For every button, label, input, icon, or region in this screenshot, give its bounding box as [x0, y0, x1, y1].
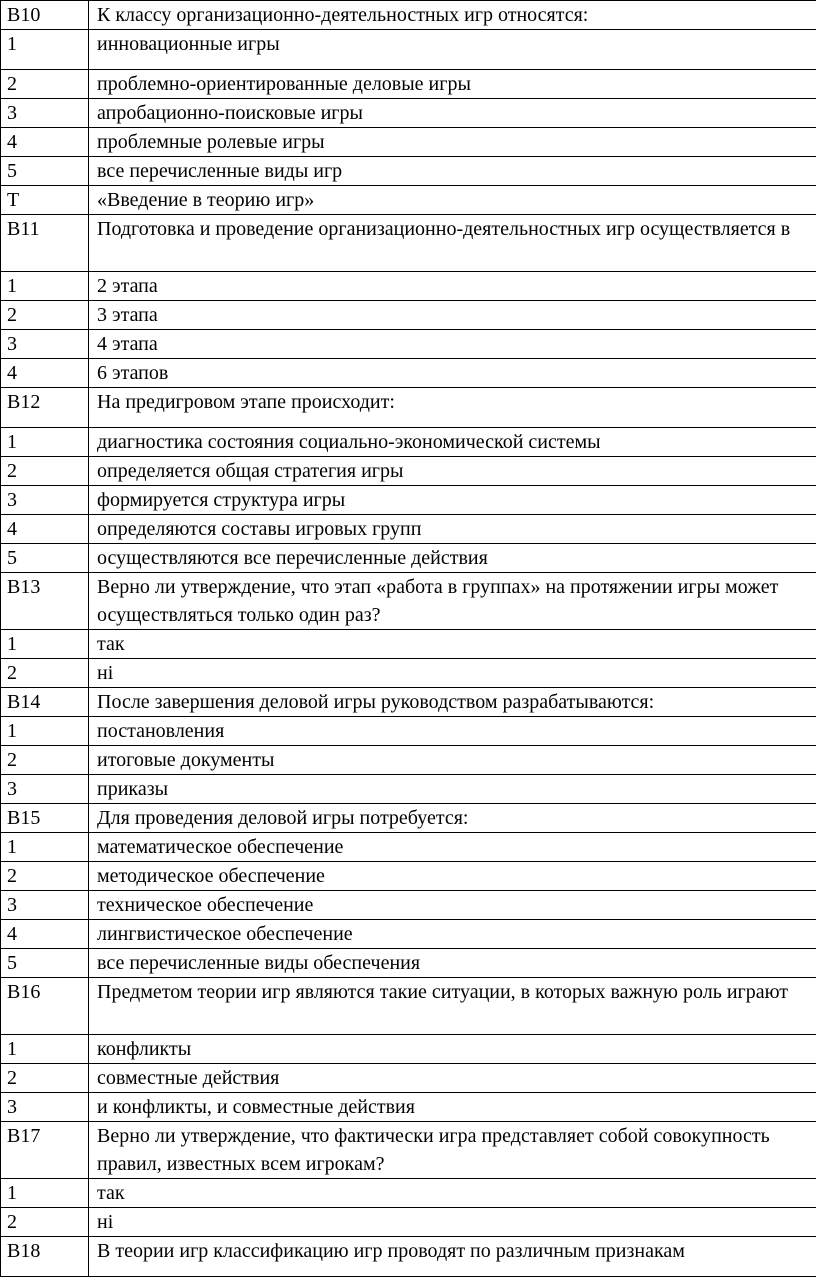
- answer-row: [1, 272, 816, 301]
- answer-row: [1, 157, 816, 186]
- answer-row: [1, 862, 816, 891]
- answer-row: [1, 330, 816, 359]
- answer-row: [1, 359, 816, 388]
- question-number: B15: [1, 804, 89, 833]
- answer-row: [1, 457, 816, 486]
- question-row: [1, 978, 816, 1035]
- answer-row: [1, 544, 816, 573]
- question-number: B16: [1, 978, 89, 1035]
- answer-row: [1, 1179, 816, 1208]
- answer-number: 2: [1, 1064, 89, 1093]
- answer-row: [1, 1035, 816, 1064]
- question-row: [1, 688, 816, 717]
- question-text: Верно ли утверждение, что этап «работа в группах» на протяжении игры может осуществляться только один раз?: [89, 573, 816, 630]
- answer-row: [1, 659, 816, 688]
- answer-text: конфликты: [89, 1035, 816, 1064]
- answer-text: и конфликты, и совместные действия: [89, 1093, 816, 1122]
- answer-text: формируется структура игры: [89, 486, 816, 515]
- answer-row: [1, 515, 816, 544]
- answer-number: 2: [1, 746, 89, 775]
- answer-text: осуществляются все перечисленные действия: [89, 544, 816, 573]
- answer-number: 3: [1, 1093, 89, 1122]
- answer-number: 1: [1, 717, 89, 746]
- question-number: B10: [1, 1, 89, 30]
- answer-number: 1: [1, 428, 89, 457]
- question-row: [1, 215, 816, 272]
- answer-text: ні: [89, 659, 816, 688]
- topic-marker: T: [1, 186, 89, 215]
- answer-number: 1: [1, 272, 89, 301]
- answer-text: все перечисленные виды игр: [89, 157, 816, 186]
- answer-row: [1, 428, 816, 457]
- question-text: После завершения деловой игры руководством разрабатываются:: [89, 688, 816, 717]
- answer-text: определяются составы игровых групп: [89, 515, 816, 544]
- question-row: [1, 573, 816, 630]
- answer-text: апробационно-поисковые игры: [89, 99, 816, 128]
- answer-row: [1, 630, 816, 659]
- answer-row: [1, 99, 816, 128]
- answer-number: 4: [1, 515, 89, 544]
- answer-text: 4 этапа: [89, 330, 816, 359]
- answer-row: [1, 891, 816, 920]
- answer-number: 2: [1, 457, 89, 486]
- answer-row: [1, 486, 816, 515]
- question-number: B12: [1, 388, 89, 428]
- question-text: Предметом теории игр являются такие ситуации, в которых важную роль играют: [89, 978, 816, 1035]
- answer-text: проблемно-ориентированные деловые игры: [89, 70, 816, 99]
- answer-number: 4: [1, 359, 89, 388]
- question-row: [1, 804, 816, 833]
- answer-row: [1, 128, 816, 157]
- question-text: Верно ли утверждение, что фактически игра представляет собой совокупность правил, известных всем игрокам?: [89, 1122, 816, 1179]
- answer-row: [1, 1208, 816, 1237]
- topic-row: [1, 186, 816, 215]
- answer-row: [1, 746, 816, 775]
- answer-text: техническое обеспечение: [89, 891, 816, 920]
- answer-number: 1: [1, 833, 89, 862]
- answer-text: инновационные игры: [89, 30, 816, 70]
- question-row: [1, 388, 816, 428]
- question-row: [1, 1, 816, 30]
- answer-row: [1, 1064, 816, 1093]
- answer-number: 2: [1, 70, 89, 99]
- question-number: B18: [1, 1237, 89, 1277]
- answer-text: математическое обеспечение: [89, 833, 816, 862]
- question-text: Для проведения деловой игры потребуется:: [89, 804, 816, 833]
- answer-number: 3: [1, 891, 89, 920]
- answer-text: приказы: [89, 775, 816, 804]
- answer-text: диагностика состояния социально-экономической системы: [89, 428, 816, 457]
- question-row: [1, 1237, 816, 1277]
- answer-text: проблемные ролевые игры: [89, 128, 816, 157]
- question-number: B13: [1, 573, 89, 630]
- answer-row: [1, 717, 816, 746]
- answer-text: 2 этапа: [89, 272, 816, 301]
- answer-text: ні: [89, 1208, 816, 1237]
- answer-number: 2: [1, 301, 89, 330]
- answer-text: все перечисленные виды обеспечения: [89, 949, 816, 978]
- answer-number: 3: [1, 99, 89, 128]
- answer-text: методическое обеспечение: [89, 862, 816, 891]
- answer-number: 5: [1, 544, 89, 573]
- answer-number: 4: [1, 128, 89, 157]
- answer-number: 5: [1, 949, 89, 978]
- answer-row: [1, 775, 816, 804]
- answer-text: определяется общая стратегия игры: [89, 457, 816, 486]
- answer-number: 3: [1, 775, 89, 804]
- question-number: B14: [1, 688, 89, 717]
- question-text: Подготовка и проведение организационно-деятельностных игр осуществляется в: [89, 215, 816, 272]
- answer-text: лингвистическое обеспечение: [89, 920, 816, 949]
- answer-row: [1, 1093, 816, 1122]
- answer-number: 4: [1, 920, 89, 949]
- answer-row: [1, 833, 816, 862]
- answer-number: 5: [1, 157, 89, 186]
- answer-text: итоговые документы: [89, 746, 816, 775]
- answer-text: совместные действия: [89, 1064, 816, 1093]
- answer-number: 1: [1, 30, 89, 70]
- question-number: B17: [1, 1122, 89, 1179]
- question-row: [1, 1122, 816, 1179]
- question-number: B11: [1, 215, 89, 272]
- answer-number: 2: [1, 862, 89, 891]
- answer-row: [1, 70, 816, 99]
- answer-text: так: [89, 1179, 816, 1208]
- answer-number: 1: [1, 630, 89, 659]
- answer-number: 1: [1, 1179, 89, 1208]
- question-text: К классу организационно-деятельностных игр относятся:: [89, 1, 816, 30]
- answer-text: 3 этапа: [89, 301, 816, 330]
- answer-row: [1, 949, 816, 978]
- answer-row: [1, 301, 816, 330]
- question-text: В теории игр классификацию игр проводят по различным признакам: [89, 1237, 816, 1277]
- question-text: На предигровом этапе происходит:: [89, 388, 816, 428]
- answer-row: [1, 920, 816, 949]
- answer-row: [1, 30, 816, 70]
- answer-number: 1: [1, 1035, 89, 1064]
- answer-number: 3: [1, 486, 89, 515]
- answer-number: 3: [1, 330, 89, 359]
- topic-title: «Введение в теорию игр»: [89, 186, 816, 215]
- answer-number: 2: [1, 659, 89, 688]
- answer-text: так: [89, 630, 816, 659]
- answer-text: постановления: [89, 717, 816, 746]
- answer-number: 2: [1, 1208, 89, 1237]
- answer-text: 6 этапов: [89, 359, 816, 388]
